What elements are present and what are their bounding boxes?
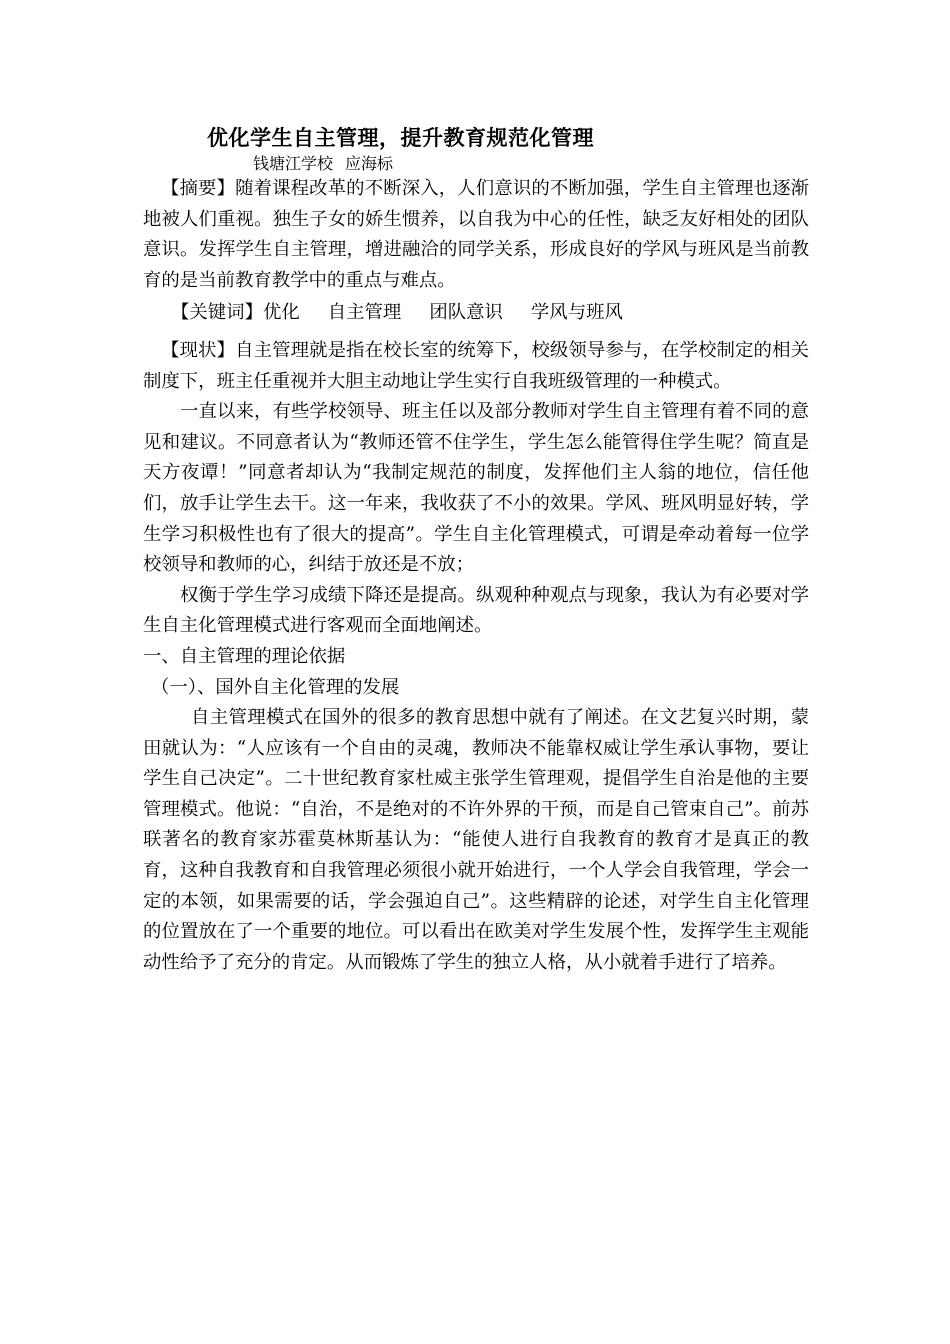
author-line: [253, 151, 393, 174]
keyword-item: 学风与班风: [530, 302, 623, 324]
author-school: 钱塘江学校: [253, 154, 334, 173]
section-heading: 一、自主管理的理论依据: [143, 645, 346, 667]
keyword-item: 团队意识: [429, 302, 503, 324]
abstract-paragraph: 【摘要】随着课程改革的不断深入，人们意识的不断加强，学生自主管理也逐渐地被人们重视。独生子女的娇生惯养，以自我为中心的任性，缺乏友好相处的团队意识。发挥学生自主管理，增进融洽的同学关系，形成良好的学风与班风是当前教育的是当前教育教学中的重点与难点。: [143, 178, 809, 291]
body-paragraph: 一直以来，有些学校领导、班主任以及部分教师对学生自主管理有着不同的意见和建议。不同意者认为“教师还管不住学生，学生怎么能管得住学生呢？简直是天方夜谭！”同意者却认为“我制定规范的制度，发挥他们主人翁的地位，信任他们，放手让学生去干。这一年来，我收获了不小的效果。学风、班风明显好转，学生学习积极性也有了很大的提高”。学生自主化管理模式，可谓是牵动着每一位学校领导和教师的心，纠结于放还是不放；: [143, 401, 809, 576]
subsection-heading: （一）、国外自主化管理的发展: [151, 676, 400, 698]
keywords-label: 【关键词】优化: [171, 302, 300, 324]
document-body: [143, 174, 809, 978]
document-title: 优化学生自主管理，提升教育规范化管理: [207, 126, 594, 150]
keyword-item: 自主管理: [327, 302, 402, 324]
body-paragraph: 权衡于学生学习成绩下降还是提高。纵观种种观点与现象，我认为有必要对学生自主化管理模式进行客观而全面地阐述。: [143, 584, 809, 637]
body-paragraph: 自主管理模式在国外的很多的教育思想中就有了阐述。在文艺复兴时期，蒙田就认为：“人应该有一个自由的灵魂，教师决不能靠权威让学生承认事物，要让学生自己决定”。二十世纪教育家杜威主张学生管理观，提倡学生自治是他的主要管理模式。他说：“自治，不是绝对的不许外界的干预，而是自己管束自己”。前苏联著名的教育家苏霍莫林斯基认为：“能使人进行自我教育的教育才是真正的教育，这种自我教育和自我管理必须很小就开始进行，一个人学会自我管理，学会一定的本领，如果需要的话，学会强迫自己”。这些精辟的论述，对学生自主化管理的位置放在了一个重要的地位。可以看出在欧美对学生发展个性，发挥学生主观能动性给予了充分的肯定。从而锻炼了学生的独立人格，从小就着手进行了培养。: [143, 707, 809, 973]
keywords-line: [143, 298, 809, 329]
author-name: 应海标: [345, 154, 394, 173]
status-paragraph: 【现状】自主管理就是指在校长室的统筹下，校级领导参与，在学校制定的相关制度下，班主任重视并大胆主动地让学生实行自我班级管理的一种模式。: [143, 339, 809, 392]
